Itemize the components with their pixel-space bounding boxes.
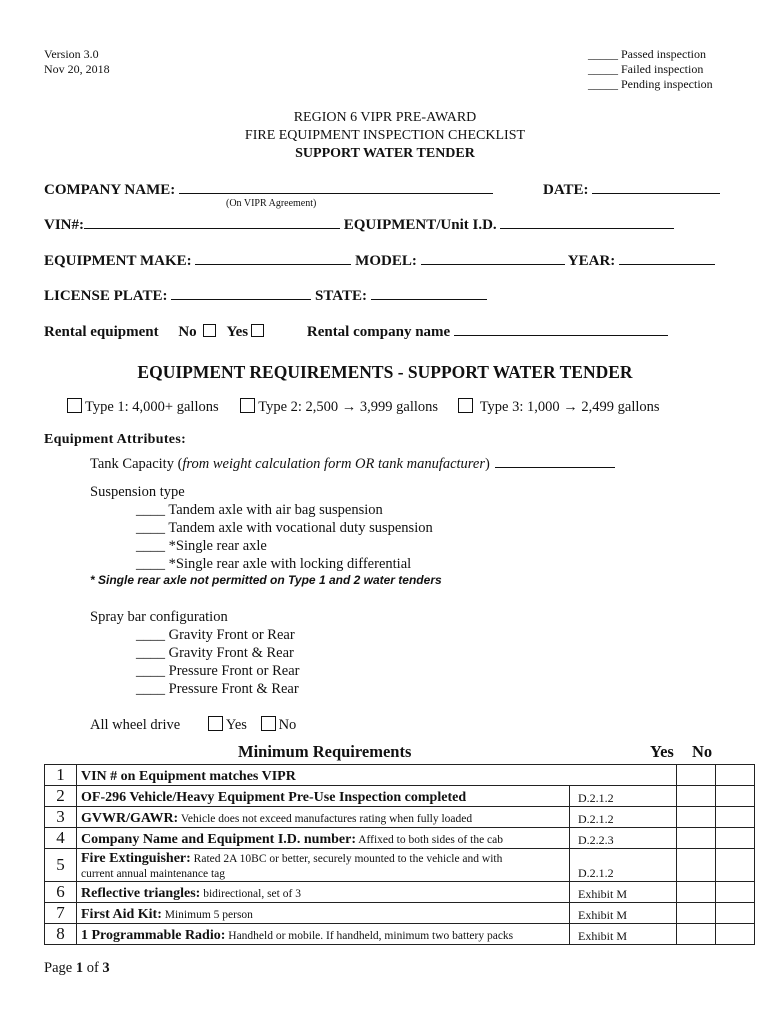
table-row xyxy=(45,924,755,945)
row-number: 6 xyxy=(45,882,77,903)
rental-company-field[interactable] xyxy=(454,334,668,336)
rental-yes-checkbox[interactable] xyxy=(251,324,264,337)
row-no-cell[interactable] xyxy=(716,903,755,924)
row-description xyxy=(77,765,677,786)
page-total: 3 xyxy=(102,960,110,976)
table-row xyxy=(45,807,755,828)
rental-company-label: Rental company name xyxy=(306,324,451,340)
year-label: YEAR: xyxy=(567,253,616,269)
row-description xyxy=(77,786,570,807)
table-row xyxy=(45,882,755,903)
suspension-option-4[interactable]: ____ *Single rear axle with locking differential xyxy=(136,556,412,572)
row-no-cell[interactable] xyxy=(716,882,755,903)
row-note: bidirectional, set of 3 xyxy=(200,888,301,900)
awd-yes-checkbox[interactable] xyxy=(208,716,223,731)
requirements-table xyxy=(44,764,755,945)
row-title: Company Name and Equipment I.D. number: xyxy=(81,832,356,847)
row-reference: D.2.1.2 xyxy=(570,807,677,828)
status-pending: _____ Pending inspection xyxy=(588,77,713,91)
row-number: 4 xyxy=(45,828,77,849)
table-row xyxy=(45,903,755,924)
type2-checkbox[interactable] xyxy=(240,398,255,413)
company-name-label: COMPANY NAME: xyxy=(44,182,176,198)
suspension-note: * Single rear axle not permitted on Type 1 and 2 water tenders xyxy=(90,573,442,587)
page-prefix: Page xyxy=(44,960,76,976)
row-number: 7 xyxy=(45,903,77,924)
status-failed: _____ Failed inspection xyxy=(588,62,704,76)
row-yes-cell[interactable] xyxy=(677,903,716,924)
date-label: DATE: xyxy=(543,182,589,198)
page-current: 1 xyxy=(75,960,84,976)
row-number: 8 xyxy=(45,924,77,945)
row-reference: Exhibit M xyxy=(570,882,677,903)
state-label: STATE: xyxy=(315,288,367,304)
rental-no-label: No xyxy=(178,324,197,340)
row-title: GVWR/GAWR: xyxy=(81,811,179,826)
row-description xyxy=(77,807,570,828)
date-field[interactable] xyxy=(592,192,720,194)
state-field[interactable] xyxy=(371,298,487,300)
awd-label: All wheel drive xyxy=(90,717,181,733)
page-of: of xyxy=(83,960,103,976)
row-no-cell[interactable] xyxy=(716,924,755,945)
spray-heading: Spray bar configuration xyxy=(90,609,228,625)
row-title: 1 Programmable Radio: xyxy=(81,928,226,943)
suspension-heading: Suspension type xyxy=(90,484,185,500)
type3-checkbox[interactable] xyxy=(458,398,473,413)
row-no-cell[interactable] xyxy=(716,786,755,807)
row-reference: Exhibit M xyxy=(570,903,677,924)
version-date: Nov 20, 2018 xyxy=(44,62,110,76)
row-yes-cell[interactable] xyxy=(677,828,716,849)
license-plate-field[interactable] xyxy=(171,298,311,300)
title-line3: SUPPORT WATER TENDER xyxy=(295,146,475,161)
tank-capacity-prefix: Tank Capacity ( xyxy=(90,456,183,472)
suspension-option-2[interactable]: ____ Tandem axle with vocational duty suspension xyxy=(136,520,433,536)
status-passed: _____ Passed inspection xyxy=(588,47,706,61)
suspension-option-1[interactable]: ____ Tandem axle with air bag suspension xyxy=(136,502,383,518)
table-row xyxy=(45,786,755,807)
type1-checkbox[interactable] xyxy=(67,398,82,413)
rental-yes-label: Yes xyxy=(226,324,249,340)
license-plate-label: LICENSE PLATE: xyxy=(44,288,168,304)
company-note: (On VIPR Agreement) xyxy=(226,198,317,209)
row-title: First Aid Kit: xyxy=(81,907,162,922)
type1-label: Type 1: 4,000+ gallons xyxy=(85,399,219,415)
row-no-cell[interactable] xyxy=(716,807,755,828)
make-label: EQUIPMENT MAKE: xyxy=(44,253,192,269)
equipment-unit-field[interactable] xyxy=(500,227,674,229)
table-row xyxy=(45,765,755,786)
row-title: Reflective triangles: xyxy=(81,886,201,901)
row-reference: D.2.1.2 xyxy=(570,786,677,807)
row-no-cell[interactable] xyxy=(716,765,755,786)
row-description xyxy=(77,882,570,903)
title-line1: REGION 6 VIPR PRE-AWARD xyxy=(293,110,477,125)
suspension-option-3[interactable]: ____ *Single rear axle xyxy=(136,538,267,554)
rental-no-checkbox[interactable] xyxy=(203,324,216,337)
row-yes-cell[interactable] xyxy=(677,786,716,807)
rental-equipment-label: Rental equipment xyxy=(44,324,159,340)
model-field[interactable] xyxy=(421,263,565,265)
tank-capacity-field[interactable] xyxy=(495,466,615,468)
make-field[interactable] xyxy=(195,263,351,265)
row-title: Fire Extinguisher: xyxy=(81,851,191,866)
row-number: 3 xyxy=(45,807,77,828)
row-reference: D.2.2.3 xyxy=(570,828,677,849)
title-line2: FIRE EQUIPMENT INSPECTION CHECKLIST xyxy=(244,128,526,143)
page-number xyxy=(44,960,110,977)
row-description xyxy=(77,828,570,849)
row-title: OF-296 Vehicle/Heavy Equipment Pre-Use Inspection completed xyxy=(81,790,467,805)
min-req-heading: Minimum Requirements xyxy=(238,742,412,761)
table-row xyxy=(45,828,755,849)
row-note-continued: current annual maintenance tag xyxy=(81,868,225,880)
version-label: Version 3.0 xyxy=(44,47,99,61)
attributes-heading: Equipment Attributes: xyxy=(44,432,187,447)
year-field[interactable] xyxy=(619,263,715,265)
row-title: VIN # on Equipment matches VIPR xyxy=(81,769,296,784)
awd-yes-label: Yes xyxy=(225,717,247,733)
tank-capacity-suffix: ) xyxy=(485,456,490,472)
awd-no-label: No xyxy=(278,717,297,733)
spray-option-3[interactable]: ____ Pressure Front or Rear xyxy=(136,663,300,679)
spray-option-4[interactable]: ____ Pressure Front & Rear xyxy=(136,681,299,697)
row-yes-cell[interactable] xyxy=(677,924,716,945)
row-no-cell[interactable] xyxy=(716,828,755,849)
row-note: Handheld or mobile. If handheld, minimum two battery packs xyxy=(225,930,514,942)
vin-field[interactable] xyxy=(84,227,340,229)
row-number: 2 xyxy=(45,786,77,807)
row-yes-cell[interactable] xyxy=(677,807,716,828)
row-note: Rated 2A 10BC or better, securely mounted to the vehicle and with xyxy=(190,853,503,865)
row-description xyxy=(77,849,570,882)
row-description xyxy=(77,924,570,945)
row-note: Affixed to both sides of the cab xyxy=(355,834,504,846)
spray-option-1[interactable]: ____ Gravity Front or Rear xyxy=(136,627,295,643)
row-number: 1 xyxy=(45,765,77,786)
equipment-unit-label: EQUIPMENT/Unit I.D. xyxy=(343,217,497,233)
row-reference: D.2.1.2 xyxy=(570,849,677,882)
requirements-heading: EQUIPMENT REQUIREMENTS - SUPPORT WATER TENDER xyxy=(137,362,633,382)
vin-label: VIN#: xyxy=(44,217,84,233)
type3-label: Type 3: 1,000 → 2,499 gallons xyxy=(479,399,660,415)
model-label: MODEL: xyxy=(355,253,417,269)
row-number: 5 xyxy=(45,849,77,882)
awd-no-checkbox[interactable] xyxy=(261,716,276,731)
row-yes-cell[interactable] xyxy=(677,849,716,882)
company-name-field[interactable] xyxy=(179,192,493,194)
row-yes-cell[interactable] xyxy=(677,882,716,903)
row-note: Vehicle does not exceed manufactures rating when fully loaded xyxy=(178,813,473,825)
table-row xyxy=(45,849,755,882)
min-req-no-header: No xyxy=(692,742,713,761)
row-description xyxy=(77,903,570,924)
row-no-cell[interactable] xyxy=(716,849,755,882)
row-reference: Exhibit M xyxy=(570,924,677,945)
tank-capacity-italic: from weight calculation form OR tank manufacturer xyxy=(182,456,485,472)
spray-option-2[interactable]: ____ Gravity Front & Rear xyxy=(136,645,294,661)
row-yes-cell[interactable] xyxy=(677,765,716,786)
min-req-yes-header: Yes xyxy=(650,742,674,761)
type2-label: Type 2: 2,500 → 3,999 gallons xyxy=(258,399,439,415)
row-note: Minimum 5 person xyxy=(161,909,253,921)
